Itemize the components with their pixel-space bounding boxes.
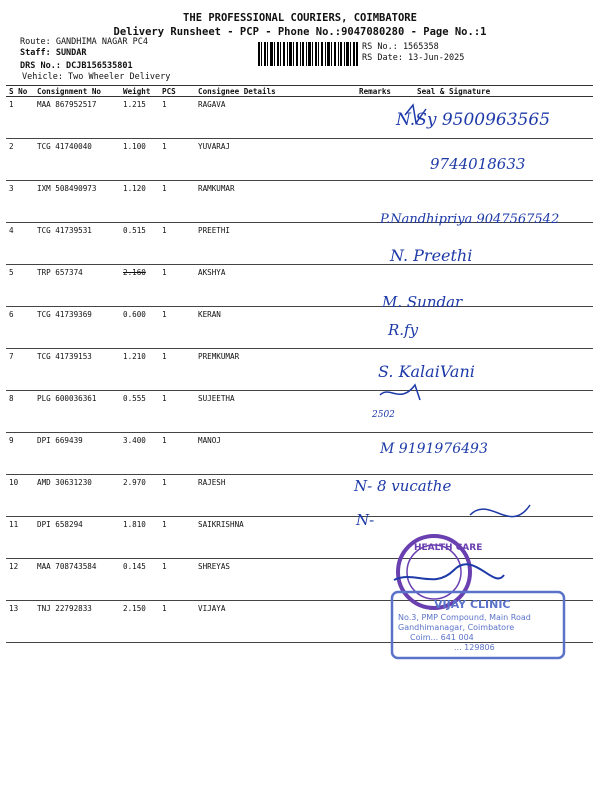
cell-consignment: DPI 658294 [34,517,120,559]
round-stamp-text: HEALTH CARE [414,543,483,553]
cell-sno: 4 [6,223,34,265]
clinic-line3: Gandhimanagar, Coimbatore [398,623,515,632]
cell-weight: 0.600 [120,307,159,349]
cell-consignee: SUJEETHA [195,391,356,433]
clinic-line4: Coim... 641 004 [410,633,474,642]
cell-sno: 2 [6,139,34,181]
cell-consignment: MAA 708743584 [34,559,120,601]
cell-pcs: 1 [159,433,195,475]
cell-consignee: RAMKUMAR [195,181,356,223]
cell-pcs: 1 [159,139,195,181]
cell-consignment: TNJ 22792833 [34,601,120,643]
cell-consignee: RAGAVA [195,97,356,139]
company-title: THE PROFESSIONAL COURIERS, COIMBATORE [183,12,417,24]
cell-pcs: 1 [159,391,195,433]
cell-weight: 1.810 [120,517,159,559]
col-pcs: PCS [159,86,195,97]
cell-sno: 8 [6,391,34,433]
staff-label: Staff: SUNDAR [20,48,87,58]
cell-consignment: TCG 41739153 [34,349,120,391]
cell-weight: 0.515 [120,223,159,265]
cell-weight: 2.160 [120,265,159,307]
cell-weight: 1.120 [120,181,159,223]
cell-sno: 6 [6,307,34,349]
cell-consignment: IXM 508490973 [34,181,120,223]
signature-scribble-12 [394,564,504,580]
cell-consignee: PREETHI [195,223,356,265]
sig-row5: M. Sundar [382,293,463,311]
cell-pcs: 1 [159,559,195,601]
cell-pcs: 1 [159,517,195,559]
cell-weight: 1.210 [120,349,159,391]
cell-consignment: TCG 41740040 [34,139,120,181]
rs-date: RS Date: 13-Jun-2025 [362,53,465,63]
sig-row11: N- [356,511,375,529]
vehicle-label: Vehicle: Two Wheeler Delivery [22,72,171,82]
cell-sno: 3 [6,181,34,223]
rs-number: RS No.: 1565358 [362,42,439,52]
drs-number: DRS No.: DCJB156535801 [20,61,133,71]
cell-consignee: SHREYAS [195,559,356,601]
cell-pcs: 1 [159,265,195,307]
barcode-icon [258,42,358,66]
cell-consignment: TCG 41739369 [34,307,120,349]
col-seal: Seal & Signature [414,86,593,97]
cell-pcs: 1 [159,223,195,265]
cell-consignee: VIJAYA [195,601,356,643]
sig-row9: M 9191976493 [380,441,488,457]
cell-consignment: DPI 669439 [34,433,120,475]
route-label: Route: GANDHIMA NAGAR PC4 [20,37,148,47]
cell-weight: 2.150 [120,601,159,643]
cell-weight: 1.100 [120,139,159,181]
sig-row10: N- 8 vucathe [354,477,452,495]
cell-sno: 5 [6,265,34,307]
col-remarks: Remarks [356,86,414,97]
col-sno: S No [6,86,34,97]
col-consignment: Consignment No [34,86,120,97]
cell-consignee: AKSHYA [195,265,356,307]
sig-row1: N.Sy 9500963565 [396,110,551,130]
sig-row3: P.Nandhipriya 9047567542 [380,212,560,227]
cell-weight: 0.555 [120,391,159,433]
cell-consignment: TRP 657374 [34,265,120,307]
sig-scribble-8 [380,385,420,400]
runsheet-subtitle: Delivery Runsheet - PCP - Phone No.:9047080280 - Page No.:1 [113,26,487,38]
cell-pcs: 1 [159,475,195,517]
cell-consignee: SAIKRISHNA [195,517,356,559]
cell-consignment: PLG 600036361 [34,391,120,433]
clinic-name: VIJAY CLINIC [434,598,511,611]
cell-sno: 1 [6,97,34,139]
sig-row8: 2502 [372,410,395,420]
clinic-line2: No.3, PMP Compound, Main Road [398,613,531,622]
cell-weight: 2.970 [120,475,159,517]
sig-scribble-11 [470,505,530,517]
cell-pcs: 1 [159,181,195,223]
cell-consignment: TCG 41739531 [34,223,120,265]
cell-sno: 12 [6,559,34,601]
sig-row4: N. Preethi [390,246,473,265]
cell-weight: 1.215 [120,97,159,139]
cell-consignee: PREMKUMAR [195,349,356,391]
sig-row6: R.fy [388,321,419,339]
cell-sno: 9 [6,433,34,475]
cell-consignee: RAJESH [195,475,356,517]
cell-pcs: 1 [159,349,195,391]
cell-sno: 7 [6,349,34,391]
cell-consignment: MAA 867952517 [34,97,120,139]
cell-weight: 3.400 [120,433,159,475]
cell-weight: 0.145 [120,559,159,601]
cell-pcs: 1 [159,601,195,643]
cell-consignee: MANOJ [195,433,356,475]
cell-consignment: AMD 30631230 [34,475,120,517]
cell-sno: 13 [6,601,34,643]
cell-sno: 11 [6,517,34,559]
cell-pcs: 1 [159,307,195,349]
cell-consignee: KERAN [195,307,356,349]
handwritten-signatures [354,95,590,535]
col-weight: Weight [120,86,159,97]
cell-sno: 10 [6,475,34,517]
sig-row7: S. KalaiVani [378,362,475,381]
col-consignee: Consignee Details [195,86,356,97]
stamps [374,530,574,670]
sig-row2: 9744018633 [430,155,526,173]
clinic-line5: ... 129806 [454,643,495,652]
cell-pcs: 1 [159,97,195,139]
cell-consignee: YUVARAJ [195,139,356,181]
